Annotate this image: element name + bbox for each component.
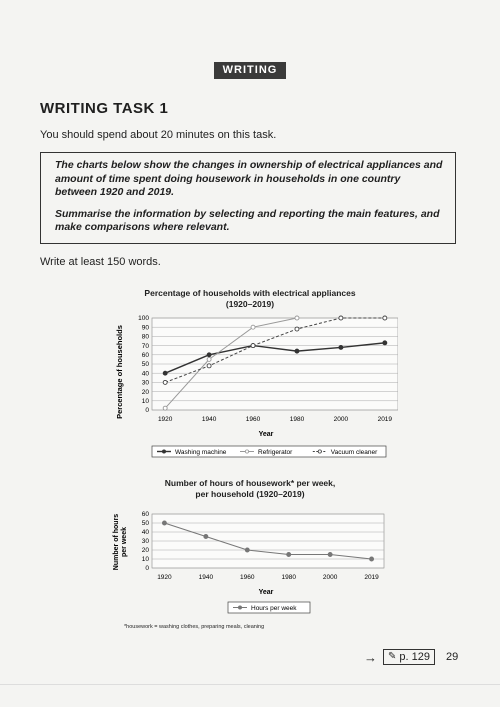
data-point bbox=[207, 353, 211, 357]
data-point bbox=[328, 553, 332, 557]
data-point bbox=[207, 364, 211, 368]
y-tick-label: 40 bbox=[141, 370, 149, 378]
task-prompt-box bbox=[40, 152, 456, 244]
y-tick-label: 40 bbox=[141, 529, 149, 537]
y-tick-label: 0 bbox=[145, 407, 149, 415]
legend-swatch-marker bbox=[245, 450, 248, 453]
legend-swatch-marker bbox=[318, 450, 321, 453]
x-tick-label: 1920 bbox=[157, 416, 173, 423]
data-point bbox=[370, 557, 374, 561]
arrow-right-icon: → bbox=[364, 649, 377, 665]
x-tick-label: 1960 bbox=[240, 574, 255, 581]
task-prompt-paragraph-2: Summarise the information by selecting and reporting the main features, and make comparisons where relevant. bbox=[55, 207, 440, 233]
chart2-title-line2: per household (1920–2019) bbox=[195, 488, 305, 499]
page-number: 29 bbox=[446, 651, 459, 663]
data-point bbox=[207, 357, 211, 361]
task-prompt-paragraph-1: The charts below show the changes in ownership of electrical appliances and amount of time spent doing housework in households in one country between 1920 and 2019. bbox=[55, 159, 443, 198]
y-tick-label: 50 bbox=[141, 361, 149, 369]
y-tick-label: 90 bbox=[141, 324, 149, 332]
chart1-title-line2: (1920–2019) bbox=[225, 298, 275, 309]
x-tick-label: 1920 bbox=[157, 574, 172, 581]
data-point bbox=[339, 345, 343, 349]
data-point bbox=[162, 521, 166, 525]
legend-label: Washing machine bbox=[175, 449, 227, 456]
footnote: *housework = washing clothes, preparing meals, cleaning bbox=[124, 624, 265, 630]
x-tick-label: 1980 bbox=[281, 574, 296, 581]
y-tick-label: 30 bbox=[141, 538, 149, 546]
x-tick-label: 1980 bbox=[289, 416, 305, 423]
data-point bbox=[251, 344, 255, 348]
chart2-title bbox=[145, 478, 355, 499]
y-tick-label: 80 bbox=[141, 333, 149, 341]
x-tick-label: 2000 bbox=[333, 416, 349, 423]
pencil-icon: ✎ bbox=[388, 651, 397, 662]
data-point bbox=[163, 371, 167, 375]
x-tick-label: 2000 bbox=[322, 574, 338, 581]
legend-swatch-marker bbox=[162, 450, 165, 453]
data-point bbox=[251, 325, 255, 329]
data-point bbox=[295, 327, 299, 331]
appliance-ownership-chart bbox=[108, 312, 398, 460]
page-reference[interactable] bbox=[364, 650, 435, 664]
data-point bbox=[339, 316, 343, 320]
y-tick-label: 50 bbox=[141, 520, 149, 528]
housework-hours-chart bbox=[108, 508, 398, 620]
chart2-x-axis-label: Year bbox=[258, 589, 274, 596]
data-point bbox=[383, 341, 387, 345]
data-point bbox=[245, 548, 249, 552]
data-point bbox=[295, 349, 299, 353]
legend-swatch-marker bbox=[238, 606, 241, 609]
chart2-title-line1: Number of hours of housework* per week, bbox=[164, 478, 336, 488]
legend-label: Refrigerator bbox=[258, 449, 293, 456]
page-reference-label: p. 129 bbox=[399, 651, 430, 663]
y-tick-label: 100 bbox=[138, 315, 149, 323]
chart1-title-line1: Percentage of households with electrical appliances bbox=[144, 288, 356, 298]
legend-label: Hours per week bbox=[251, 605, 297, 612]
data-point bbox=[295, 316, 299, 320]
x-tick-label: 1940 bbox=[198, 574, 214, 581]
chart1-title bbox=[130, 288, 370, 309]
x-tick-label: 2019 bbox=[377, 416, 393, 423]
word-count-instruction: Write at least 150 words. bbox=[40, 256, 161, 268]
task-title: WRITING TASK 1 bbox=[40, 100, 169, 117]
y-tick-label: 70 bbox=[141, 342, 149, 350]
y-tick-label: 10 bbox=[141, 398, 149, 405]
data-point bbox=[204, 535, 208, 539]
y-tick-label: 0 bbox=[145, 565, 149, 573]
data-point bbox=[163, 380, 167, 384]
section-badge: WRITING bbox=[214, 62, 286, 79]
x-tick-label: 1960 bbox=[245, 416, 261, 423]
x-tick-label: 1940 bbox=[201, 416, 217, 423]
page-reference-box[interactable] bbox=[383, 649, 435, 665]
data-point bbox=[287, 553, 291, 557]
legend-label: Vacuum cleaner bbox=[330, 449, 378, 456]
chart1-y-axis-label: Percentage of households bbox=[115, 325, 124, 419]
data-point bbox=[383, 316, 387, 320]
bottom-divider bbox=[0, 684, 500, 685]
y-tick-label: 10 bbox=[141, 556, 149, 564]
y-tick-label: 20 bbox=[141, 547, 149, 555]
y-tick-label: 60 bbox=[141, 352, 149, 359]
x-tick-label: 2019 bbox=[364, 574, 379, 581]
chart2-y-axis-label-line1: Number of hours bbox=[113, 513, 120, 571]
chart2-y-axis-label-line2: per week bbox=[121, 527, 128, 557]
data-point bbox=[163, 406, 167, 410]
chart1-x-axis-label: Year bbox=[258, 431, 274, 438]
y-tick-label: 20 bbox=[141, 388, 149, 396]
y-tick-label: 30 bbox=[141, 379, 149, 387]
task-instruction: You should spend about 20 minutes on this task. bbox=[40, 129, 277, 141]
y-tick-label: 60 bbox=[141, 511, 149, 519]
